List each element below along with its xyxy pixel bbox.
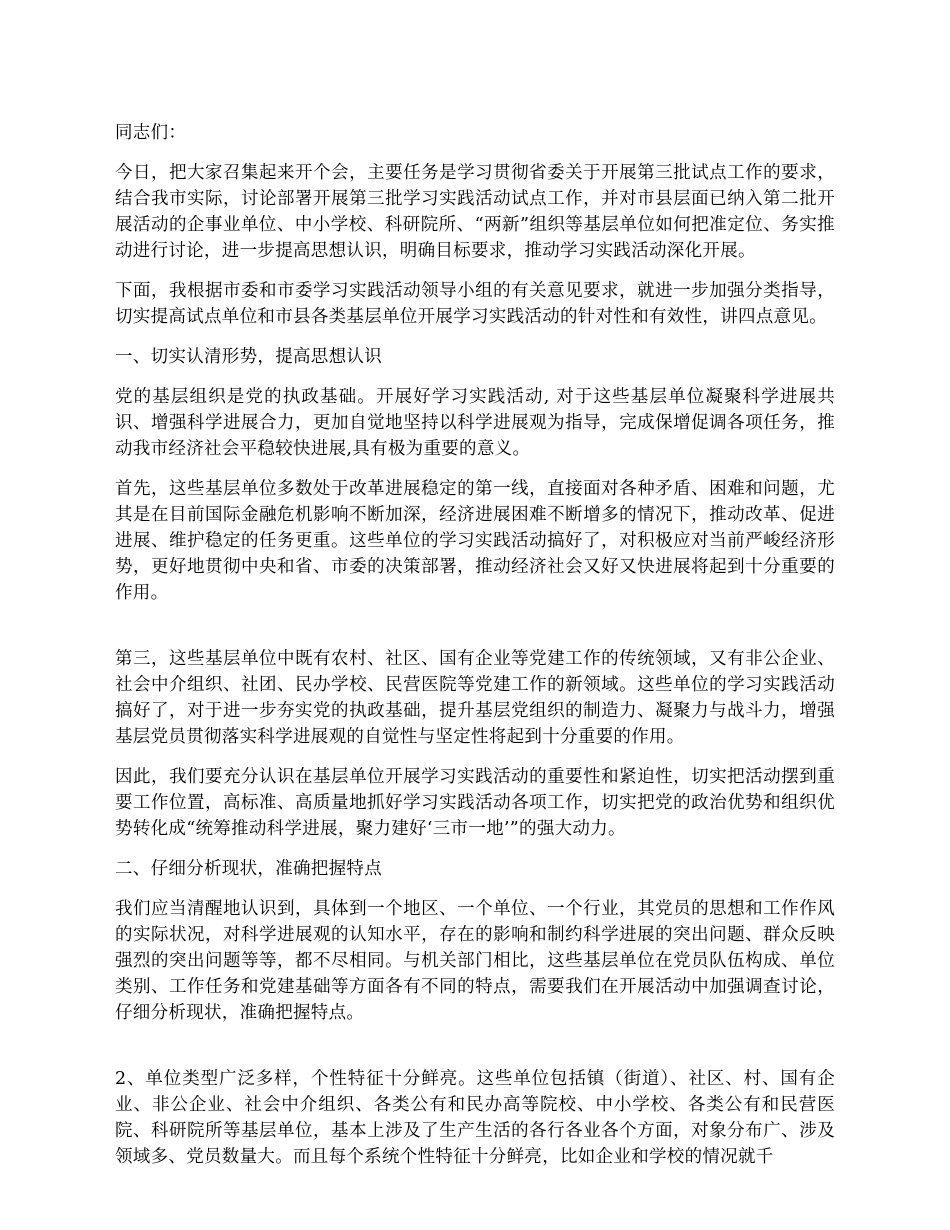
section-heading-1: 一、切实认清形势，提高思想认识: [115, 347, 382, 367]
paragraph-first: 首先，这些基层单位多数处于改革进展稳定的第一线，直接面对各种矛盾、困难和问题，尤其是在目前国际金融危机影响不断加深，经济进展困难不断增多的情况下，推动改革、促进进展、维护稳定的任务更重。这些单位的学习实践活动搞好了，对积极应对当前严峻经济形势，更好地贯彻中央和省、市委的决策部署，推动经济社会又好又快进展将起到十分重要的作用。: [115, 479, 835, 603]
paragraph-analysis: 我们应当清醒地认识到，具体到一个地区、一个单位、一个行业，其党员的思想和工作作风的实际状况，对科学进展观的认知水平，存在的影响和制约科学进展的突出问题、群众反映强烈的突出问题等等，都不尽相同。与机关部门相比，这些基层单位在党员队伍构成、单位类别、工作任务和党建基础等方面各有不同的特点，需要我们在开展活动中加强调查讨论，仔细分析现状，准确把握特点。: [115, 899, 835, 1023]
blank-gap: [115, 1040, 835, 1066]
paragraph-outline: 下面，我根据市委和市委学习实践活动领导小组的有关意见要求，就进一步加强分类指导，切实提高试点单位和市县各类基层单位开展学习实践活动的针对性和有效性，讲四点意见。: [115, 281, 835, 327]
salutation: 同志们：: [115, 123, 187, 143]
paragraph-intro: 今日，把大家召集起来开个会，主要任务是学习贯彻省委关于开展第三批试点工作的要求，结合我市实际，讨论部署开展第三批学习实践活动试点工作，并对市县层面已纳入第二批开展活动的企事业单位、中小学校、科研院所、“两新”组织等基层单位如何把准定位、务实推动进行讨论，进一步提高思想认识，明确目标要求，推动学习实践活动深化开展。: [115, 163, 835, 261]
blank-gap: [115, 620, 835, 646]
paragraph-third: 第三，这些基层单位中既有农村、社区、国有企业等党建工作的传统领域，又有非公企业、社会中介组织、社团、民办学校、民营医院等党建工作的新领域。这些单位的学习实践活动搞好了，对于进一步夯实党的执政基础，提升基层党组织的制造力、凝聚力与战斗力，增强基层党员贯彻落实科学进展观的自觉性与坚定性将起到十分重要的作用。: [115, 649, 835, 747]
paragraph-foundation: 党的基层组织是党的执政基础。开展好学习实践活动, 对于这些基层单位凝聚科学进展共识、增强科学进展合力，更加自觉地坚持以科学进展观为指导，完成保增促调各项任务，推动我市经济社会平稳较快进展,具有极为重要的意义。: [115, 387, 835, 459]
paragraph-therefore: 因此，我们要充分认识在基层单位开展学习实践活动的重要性和紧迫性，切实把活动摆到重要工作位置，高标准、高质量地抓好学习实践活动各项工作，切实把党的政治优势和组织优势转化成“统筹推动科学进展，聚力建好‘三市一地’”的强大动力。: [115, 767, 835, 839]
paragraph-point-2: 2、单位类型广泛多样，个性特征十分鲜亮。这些单位包括镇（街道）、社区、村、国有企业、非公企业、社会中介组织、各类公有和民办高等院校、中小学校、各类公有和民营医院、科研院所等基层单位，基本上涉及了生产生活的各行各业各个方面，对象分布广、涉及领域多、党员数量大。而且每个系统个性特征十分鲜亮，比如企业和学校的情况就千: [115, 1069, 835, 1167]
section-heading-2: 二、仔细分析现状，准确把握特点: [115, 859, 382, 879]
